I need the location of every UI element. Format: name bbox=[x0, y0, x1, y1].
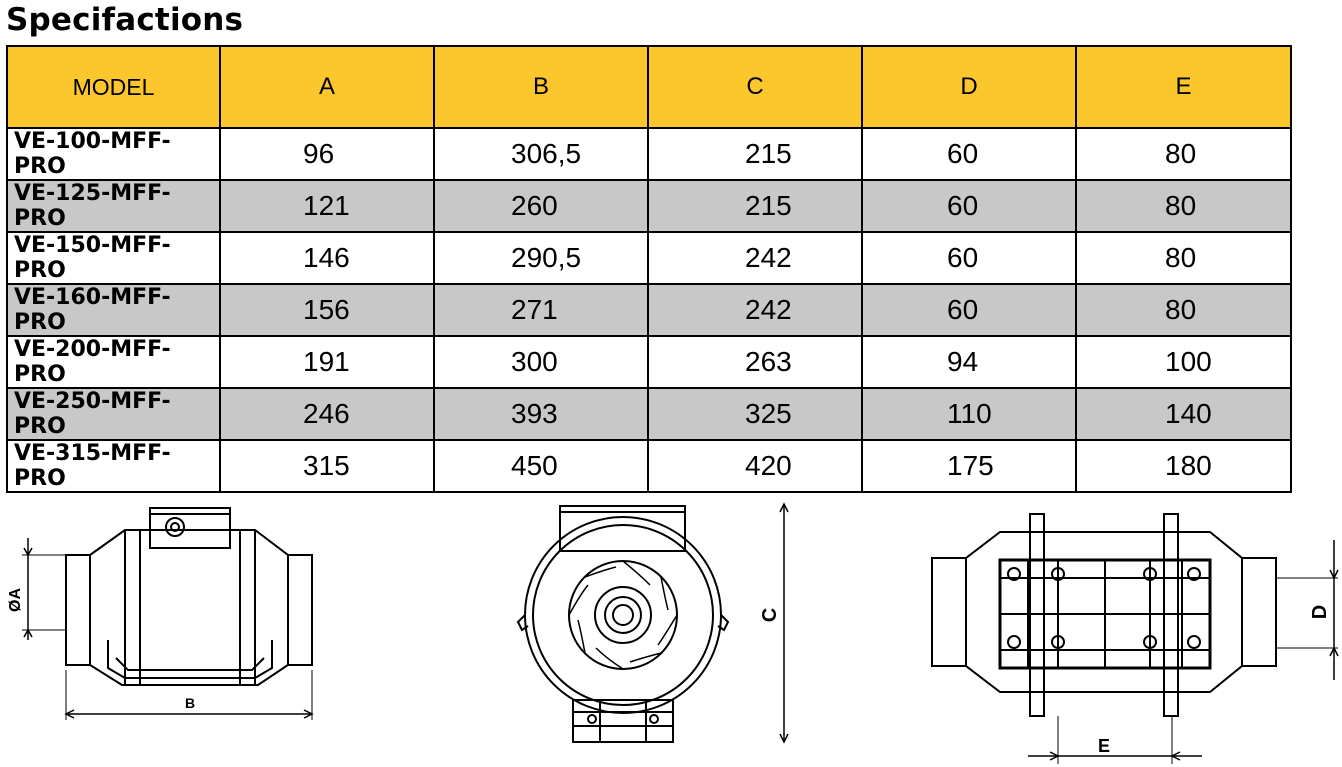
front-view-diagram bbox=[500, 490, 820, 767]
dimension-d-label: D bbox=[1309, 604, 1331, 620]
cell-model: VE-200-MFF-PRO bbox=[7, 336, 220, 388]
cell-model: VE-160-MFF-PRO bbox=[7, 284, 220, 336]
table-row bbox=[7, 440, 1291, 492]
cell-d: 110 bbox=[862, 388, 1076, 440]
cell-b: 393 bbox=[434, 388, 648, 440]
cell-c: 242 bbox=[648, 232, 862, 284]
specifications-table bbox=[6, 45, 1292, 493]
cell-e: 80 bbox=[1076, 284, 1291, 336]
cell-b: 290,5 bbox=[434, 232, 648, 284]
cell-b: 260 bbox=[434, 180, 648, 232]
cell-e: 140 bbox=[1076, 388, 1291, 440]
cell-b: 306,5 bbox=[434, 128, 648, 180]
cell-model: VE-150-MFF-PRO bbox=[7, 232, 220, 284]
cell-model: VE-315-MFF-PRO bbox=[7, 440, 220, 492]
dimension-e-label: E bbox=[1097, 736, 1111, 756]
table-row bbox=[7, 128, 1291, 180]
cell-c: 263 bbox=[648, 336, 862, 388]
table-row bbox=[7, 284, 1291, 336]
cell-d: 94 bbox=[862, 336, 1076, 388]
cell-d: 175 bbox=[862, 440, 1076, 492]
cell-e: 80 bbox=[1076, 180, 1291, 232]
cell-e: 80 bbox=[1076, 128, 1291, 180]
table-row bbox=[7, 388, 1291, 440]
header-a: A bbox=[220, 46, 434, 128]
cell-e: 80 bbox=[1076, 232, 1291, 284]
cell-c: 215 bbox=[648, 128, 862, 180]
cell-b: 300 bbox=[434, 336, 648, 388]
cell-a: 146 bbox=[220, 232, 434, 284]
cell-b: 450 bbox=[434, 440, 648, 492]
cell-c: 242 bbox=[648, 284, 862, 336]
cell-d: 60 bbox=[862, 128, 1076, 180]
cell-a: 191 bbox=[220, 336, 434, 388]
cell-d: 60 bbox=[862, 180, 1076, 232]
cell-model: VE-100-MFF-PRO bbox=[7, 128, 220, 180]
header-d: D bbox=[862, 46, 1076, 128]
dimension-b-label: B bbox=[184, 695, 196, 711]
header-c: C bbox=[648, 46, 862, 128]
cell-model: VE-250-MFF-PRO bbox=[7, 388, 220, 440]
table-row bbox=[7, 336, 1291, 388]
cell-a: 96 bbox=[220, 128, 434, 180]
header-e: E bbox=[1076, 46, 1291, 128]
cell-c: 215 bbox=[648, 180, 862, 232]
cell-b: 271 bbox=[434, 284, 648, 336]
header-b: B bbox=[434, 46, 648, 128]
cell-c: 420 bbox=[648, 440, 862, 492]
table-header-row bbox=[7, 46, 1291, 128]
header-model: MODEL bbox=[7, 46, 220, 128]
page-title: Specifactions bbox=[6, 2, 244, 38]
cell-d: 60 bbox=[862, 284, 1076, 336]
cell-a: 315 bbox=[220, 440, 434, 492]
cell-model: VE-125-MFF-PRO bbox=[7, 180, 220, 232]
top-view-diagram bbox=[920, 490, 1342, 767]
table-row bbox=[7, 180, 1291, 232]
cell-a: 121 bbox=[220, 180, 434, 232]
dimension-a-label: ØA bbox=[7, 588, 24, 612]
cell-a: 246 bbox=[220, 388, 434, 440]
side-view-diagram bbox=[0, 490, 340, 767]
cell-d: 60 bbox=[862, 232, 1076, 284]
table-row bbox=[7, 232, 1291, 284]
cell-e: 180 bbox=[1076, 440, 1291, 492]
cell-e: 100 bbox=[1076, 336, 1291, 388]
dimension-c-label: C bbox=[759, 607, 781, 623]
cell-c: 325 bbox=[648, 388, 862, 440]
cell-a: 156 bbox=[220, 284, 434, 336]
